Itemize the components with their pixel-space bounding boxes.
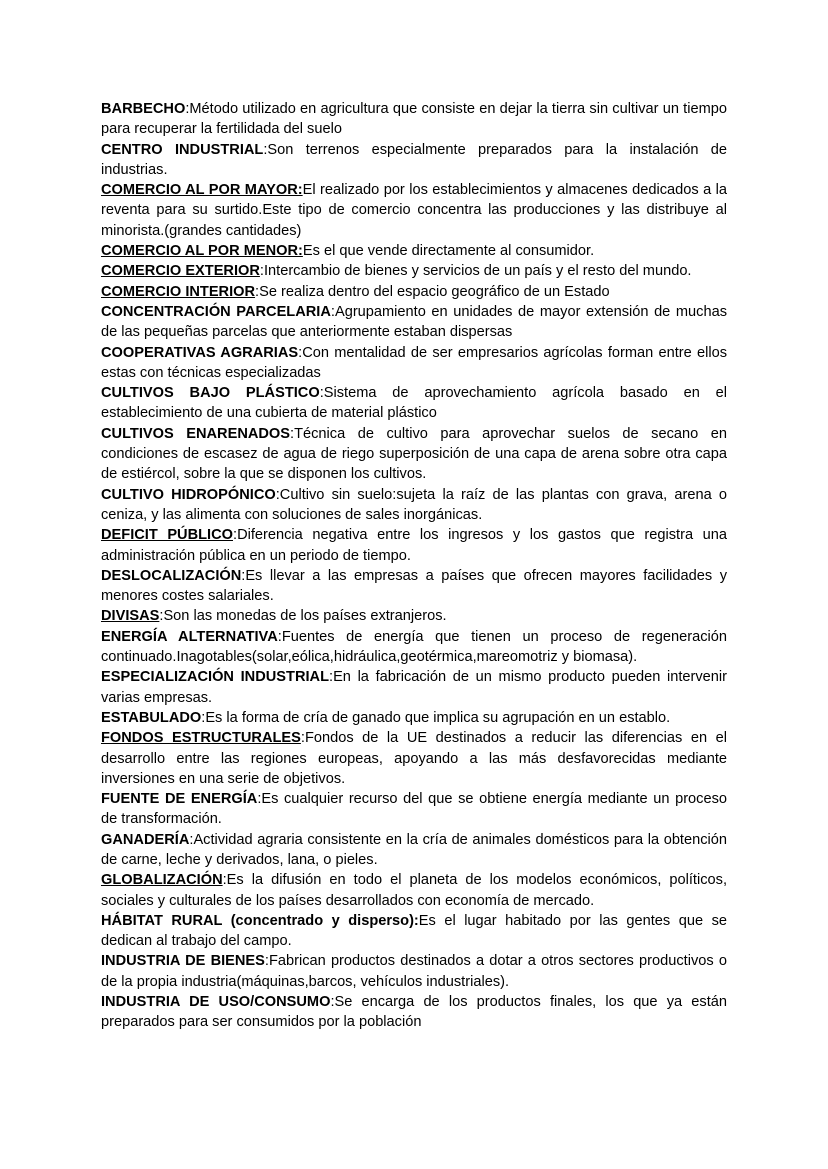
glossary-term: CULTIVOS BAJO PLÁSTICO bbox=[101, 385, 320, 402]
glossary-definition: Técnica de cultivo para aprovechar suelos de secano en condiciones de escasez de agua de riego superposición de una capa de arena sobre otra capa de estiércol, sobre la que se disponen los cultivos. bbox=[101, 425, 727, 483]
glossary-entry bbox=[101, 302, 727, 343]
glossary-term: ESPECIALIZACIÓN INDUSTRIAL bbox=[101, 669, 329, 686]
glossary-entry bbox=[101, 485, 727, 526]
glossary-term: DESLOCALIZACIÓN bbox=[101, 567, 242, 584]
glossary-term: COMERCIO EXTERIOR bbox=[101, 263, 260, 280]
glossary-definition: En la fabricación de un mismo producto pueden intervenir varias empresas. bbox=[101, 669, 727, 706]
separator: : bbox=[185, 101, 190, 117]
separator: : bbox=[330, 303, 335, 320]
glossary-definition: Fondos de la UE destinados a reducir las diferencias en el desarrollo entre las regiones europeas, apoyando a las más desfavorecidas mediante inversiones en una serie de objetivos. bbox=[101, 730, 727, 787]
separator: : bbox=[241, 567, 246, 584]
separator: : bbox=[259, 263, 264, 280]
glossary-term: CONCENTRACIÓN PARCELARIA bbox=[101, 303, 331, 320]
separator: : bbox=[330, 994, 335, 1011]
glossary-definition: Es llevar a las empresas a países que ofrecen mayores facilidades y menores costes salariales. bbox=[101, 567, 727, 605]
separator: : bbox=[233, 527, 238, 544]
glossary-entry bbox=[101, 951, 727, 992]
glossary-definition: Con mentalidad de ser empresarios agrícolas forman entre ellos estas con técnicas especializadas bbox=[101, 344, 727, 381]
glossary-term: ESTABULADO bbox=[101, 709, 202, 726]
glossary-term: GANADERÍA bbox=[101, 831, 190, 848]
glossary-term: FUENTE DE ENERGÍA bbox=[101, 791, 258, 808]
separator: : bbox=[290, 425, 295, 442]
glossary-definition: Se encarga de los productos finales, los que ya están preparados para ser consumidos por la población bbox=[101, 994, 728, 1031]
glossary-definition: Fabrican productos destinados a dotar a otros sectores productivos o de la propia industria(máquinas,barcos, vehículos industriales). bbox=[101, 953, 727, 990]
glossary-entry bbox=[101, 282, 727, 302]
glossary-term: COMERCIO INTERIOR bbox=[101, 283, 256, 300]
glossary-entry bbox=[101, 789, 727, 830]
separator: : bbox=[189, 831, 194, 848]
glossary-entry bbox=[101, 241, 727, 261]
glossary-definition: Método utilizado en agricultura que consiste en dejar la tierra sin cultivar un tiempo para recuperar la fertilidada del suelo bbox=[101, 101, 727, 138]
glossary-definition: El realizado por los establecimientos y almacenes dedicados a la reventa para su surtido.Este tipo de comercio concentra las producciones y las distribuye al minorista.(grandes cantidades) bbox=[101, 182, 727, 239]
separator: : bbox=[159, 608, 164, 625]
glossary-term: ENERGÍA ALTERNATIVA bbox=[101, 628, 278, 645]
glossary-term: DIVISAS bbox=[101, 608, 160, 625]
glossary-definition: Es cualquier recurso del que se obtiene energía mediante un proceso de transformación. bbox=[101, 791, 728, 828]
glossary-term: INDUSTRIA DE USO/CONSUMO bbox=[101, 994, 331, 1011]
glossary-definition: Es el lugar habitado por las gentes que se dedican al trabajo del campo. bbox=[101, 912, 727, 950]
separator: : bbox=[277, 628, 282, 645]
separator: : bbox=[319, 385, 324, 402]
glossary-entry bbox=[101, 606, 727, 626]
glossary-term: INDUSTRIA DE BIENES bbox=[101, 953, 265, 970]
glossary-definition: Es la difusión en todo el planeta de los modelos económicos, políticos, sociales y culturales de los países desarrollados con economía de mercado. bbox=[101, 872, 727, 909]
glossary-definition: Cultivo sin suelo:sujeta la raíz de las plantas con grava, arena o ceniza, y las alimenta con soluciones de sales inorgánicas. bbox=[101, 486, 727, 523]
separator: : bbox=[329, 669, 334, 686]
glossary-entry bbox=[101, 180, 727, 241]
separator: : bbox=[298, 344, 303, 361]
glossary-definition: Agrupamiento en unidades de mayor extensión de muchas de las pequeñas parcelas que anteriormente estaban dispersas bbox=[101, 303, 727, 341]
glossary-list bbox=[101, 99, 727, 1033]
glossary-entry bbox=[101, 343, 727, 384]
glossary-definition: Se realiza dentro del espacio geográfico de un Estado bbox=[259, 283, 610, 300]
glossary-entry bbox=[101, 870, 727, 911]
glossary-term: CENTRO INDUSTRIAL bbox=[101, 141, 264, 158]
glossary-entry bbox=[101, 708, 727, 728]
glossary-entry bbox=[101, 728, 727, 789]
glossary-definition: Es el que vende directamente al consumidor. bbox=[302, 243, 595, 260]
glossary-entry bbox=[101, 627, 727, 668]
separator: : bbox=[257, 791, 262, 808]
glossary-term: CULTIVO HIDROPÓNICO bbox=[101, 486, 276, 503]
glossary-term: HÁBITAT RURAL (concentrado y disperso): bbox=[101, 912, 419, 929]
glossary-entry bbox=[101, 992, 727, 1033]
glossary-term: DEFICIT PÚBLICO bbox=[101, 527, 233, 544]
glossary-entry bbox=[101, 830, 727, 871]
glossary-entry bbox=[101, 261, 727, 281]
separator: : bbox=[275, 486, 280, 503]
glossary-term: COOPERATIVAS AGRARIAS bbox=[101, 344, 299, 361]
glossary-term: FONDOS ESTRUCTURALES bbox=[101, 730, 301, 747]
separator: : bbox=[222, 872, 227, 889]
glossary-term: COMERCIO AL POR MAYOR: bbox=[101, 182, 303, 199]
glossary-definition: Son las monedas de los países extranjeros. bbox=[163, 608, 447, 625]
glossary-entry bbox=[101, 566, 727, 607]
glossary-entry bbox=[101, 140, 727, 181]
glossary-entry bbox=[101, 424, 727, 485]
glossary-definition: Intercambio de bienes y servicios de un país y el resto del mundo. bbox=[263, 263, 692, 280]
glossary-definition: Es la forma de cría de ganado que implica su agrupación en un establo. bbox=[205, 709, 671, 726]
separator: : bbox=[263, 141, 268, 158]
glossary-definition: Son terrenos especialmente preparados para la instalación de industrias. bbox=[101, 141, 728, 178]
glossary-definition: Diferencia negativa entre los ingresos y los gastos que registra una administración pública en un periodo de tiempo. bbox=[101, 527, 728, 564]
glossary-entry bbox=[101, 383, 727, 424]
glossary-entry bbox=[101, 911, 727, 952]
glossary-term: BARBECHO bbox=[101, 101, 186, 117]
glossary-definition: Sistema de aprovechamiento agrícola basado en el establecimiento de una cubierta de material plástico bbox=[101, 385, 727, 422]
glossary-definition: Actividad agraria consistente en la cría de animales domésticos para la obtención de carne, leche y derivados, lana, o pieles. bbox=[101, 831, 727, 868]
separator: : bbox=[264, 953, 269, 970]
glossary-term: COMERCIO AL POR MENOR: bbox=[101, 243, 303, 260]
separator: : bbox=[300, 730, 305, 747]
separator: : bbox=[201, 709, 206, 726]
glossary-term: GLOBALIZACIÓN bbox=[101, 872, 223, 889]
glossary-entry bbox=[101, 525, 727, 566]
glossary-term: CULTIVOS ENARENADOS bbox=[101, 425, 291, 442]
separator: : bbox=[255, 283, 260, 300]
glossary-definition: Fuentes de energía que tienen un proceso de regeneración continuado.Inagotables(solar,eólica,hidráulica,geotérmica,mareomotriz y biomasa). bbox=[101, 628, 727, 666]
glossary-entry bbox=[101, 667, 727, 708]
glossary-entry bbox=[101, 99, 727, 140]
